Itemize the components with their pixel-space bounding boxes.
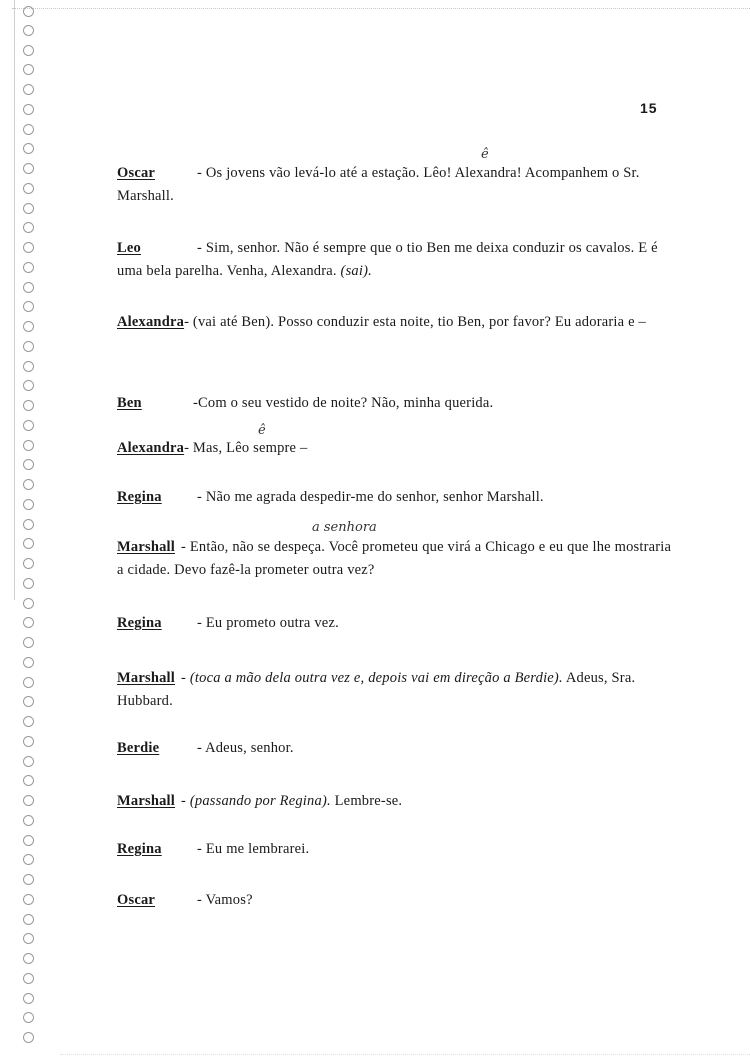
binding-hole-icon — [23, 84, 34, 95]
page-bottom-edge — [60, 1054, 750, 1055]
binding-hole-icon — [23, 64, 34, 75]
binding-hole-icon — [23, 617, 34, 628]
stage-direction: (sai). — [340, 263, 372, 279]
binding-hole-icon — [23, 914, 34, 925]
page-top-edge — [12, 8, 750, 9]
binding-hole-icon — [23, 1032, 34, 1043]
speaker-name: Oscar — [117, 892, 156, 908]
binding-hole-icon — [23, 183, 34, 194]
binding-hole-icon — [23, 716, 34, 727]
binding-hole-icon — [23, 321, 34, 332]
speaker-name: Leo — [117, 240, 141, 256]
binding-hole-icon — [23, 479, 34, 490]
binding-margin-line — [14, 0, 15, 600]
binding-hole-icon — [23, 874, 34, 885]
dialogue-text: (vai até Ben). Posso conduzir esta noite, tio Ben, por favor? Eu adoraria e – — [192, 314, 646, 330]
dialogue-separator: - — [197, 240, 203, 256]
binding-hole-icon — [23, 657, 34, 668]
speaker-name: Regina — [117, 489, 162, 505]
dialogue-line — [117, 162, 677, 208]
binding-hole-icon — [23, 361, 34, 372]
binding-hole-icon — [23, 459, 34, 470]
dialogue-separator: - — [184, 314, 190, 330]
dialogue-line — [117, 612, 677, 635]
stage-direction: (toca a mão dela outra vez e, depois vai em direção a Berdie). — [189, 670, 563, 686]
binding-hole-icon — [23, 25, 34, 36]
dialogue-text: Então, não se despeça. Você prometeu que virá a Chicago e eu que lhe mostraria a cidade. Devo fazê-la prometer outra vez? — [117, 539, 672, 578]
dialogue-separator: - — [197, 165, 203, 181]
dialogue-line — [117, 790, 677, 813]
binding-hole-icon — [23, 242, 34, 253]
binding-hole-icon — [23, 420, 34, 431]
binding-hole-icon — [23, 993, 34, 1004]
dialogue-separator: - — [197, 892, 203, 908]
binding-hole-icon — [23, 440, 34, 451]
binding-hole-icon — [23, 795, 34, 806]
speaker-name: Ben — [117, 395, 142, 411]
speaker-name: Marshall — [117, 670, 175, 686]
speaker-name: Marshall — [117, 539, 175, 555]
binding-hole-icon — [23, 578, 34, 589]
dialogue-text: Os jovens vão levá-lo até a estação. Lêo! Alexandra! Acompanhem o Sr. Marshall. — [117, 165, 640, 204]
binding-hole-icon — [23, 696, 34, 707]
dialogue-line — [117, 437, 677, 460]
binding-hole-icon — [23, 538, 34, 549]
dialogue-separator: - — [181, 539, 187, 555]
speaker-name: Regina — [117, 615, 162, 631]
speaker-name: Alexandra — [117, 440, 185, 456]
dialogue-line — [117, 392, 677, 415]
binding-hole-icon — [23, 282, 34, 293]
binding-hole-icon — [23, 973, 34, 984]
dialogue-separator: - — [197, 841, 203, 857]
dialogue-text: Eu me lembrarei. — [205, 841, 310, 857]
binding-hole-icon — [23, 143, 34, 154]
dialogue-line — [117, 237, 677, 283]
binding-hole-icon — [23, 45, 34, 56]
binding-hole-icon — [23, 835, 34, 846]
dialogue-separator: - — [197, 489, 203, 505]
dialogue-line — [117, 737, 677, 760]
speaker-name: Alexandra — [117, 314, 185, 330]
binding-hole-icon — [23, 163, 34, 174]
dialogue-separator: - — [184, 440, 190, 456]
binding-hole-icon — [23, 222, 34, 233]
binding-hole-icon — [23, 262, 34, 273]
binding-hole-icon — [23, 756, 34, 767]
binding-hole-icon — [23, 400, 34, 411]
dialogue-separator: - — [193, 395, 199, 411]
dialogue-text: Adeus, Sra. Hubbard. — [117, 670, 636, 709]
binding-hole-icon — [23, 104, 34, 115]
binding-hole-icon — [23, 815, 34, 826]
dialogue-line — [117, 838, 677, 861]
dialogue-separator: - — [181, 793, 187, 809]
binding-hole-icon — [23, 736, 34, 747]
binding-hole-icon — [23, 775, 34, 786]
speaker-name: Marshall — [117, 793, 175, 809]
binding-hole-icon — [23, 519, 34, 530]
binding-hole-icon — [23, 933, 34, 944]
dialogue-text: Lembre-se. — [334, 793, 403, 809]
binding-hole-icon — [23, 1012, 34, 1023]
speaker-name: Regina — [117, 841, 162, 857]
binding-hole-icon — [23, 598, 34, 609]
page-number: 15 — [640, 100, 658, 116]
dialogue-separator: - — [197, 615, 203, 631]
binding-hole-icon — [23, 203, 34, 214]
binding-hole-icon — [23, 677, 34, 688]
dialogue-text: Vamos? — [205, 892, 253, 908]
dialogue-separator: - — [197, 740, 203, 756]
dialogue-text: Sim, senhor. Não é sempre que o tio Ben me deixa conduzir os cavalos. E é uma bela parelha. Venha, Alexandra. — [117, 240, 658, 279]
dialogue-text: Eu prometo outra vez. — [205, 615, 339, 631]
dialogue-line — [117, 667, 677, 713]
dialogue-line — [117, 486, 677, 509]
dialogue-separator: - — [181, 670, 187, 686]
dialogue-text: Adeus, senhor. — [205, 740, 294, 756]
dialogue-line — [117, 889, 677, 912]
stage-direction: (passando por Regina). — [189, 793, 331, 809]
binding-hole-icon — [23, 341, 34, 352]
speaker-name: Berdie — [117, 740, 160, 756]
dialogue-line — [117, 536, 677, 582]
binding-hole-icon — [23, 894, 34, 905]
dialogue-text: Mas, Lêo sempre – — [192, 440, 308, 456]
binding-hole-icon — [23, 953, 34, 964]
binding-hole-icon — [23, 124, 34, 135]
handwritten-accent: ê — [258, 423, 266, 438]
dialogue-line — [117, 311, 677, 334]
binding-hole-icon — [23, 854, 34, 865]
speaker-name: Oscar — [117, 165, 156, 181]
binding-hole-icon — [23, 6, 34, 17]
binding-hole-icon — [23, 380, 34, 391]
handwritten-accent: ê — [481, 147, 489, 162]
dialogue-text: Com o seu vestido de noite? Não, minha querida. — [198, 395, 494, 411]
binding-hole-icon — [23, 301, 34, 312]
handwritten-correction: a senhora — [312, 520, 377, 535]
binding-hole-icon — [23, 637, 34, 648]
binding-holes — [23, 0, 39, 1060]
dialogue-text: Não me agrada despedir-me do senhor, senhor Marshall. — [205, 489, 544, 505]
binding-hole-icon — [23, 499, 34, 510]
binding-hole-icon — [23, 558, 34, 569]
